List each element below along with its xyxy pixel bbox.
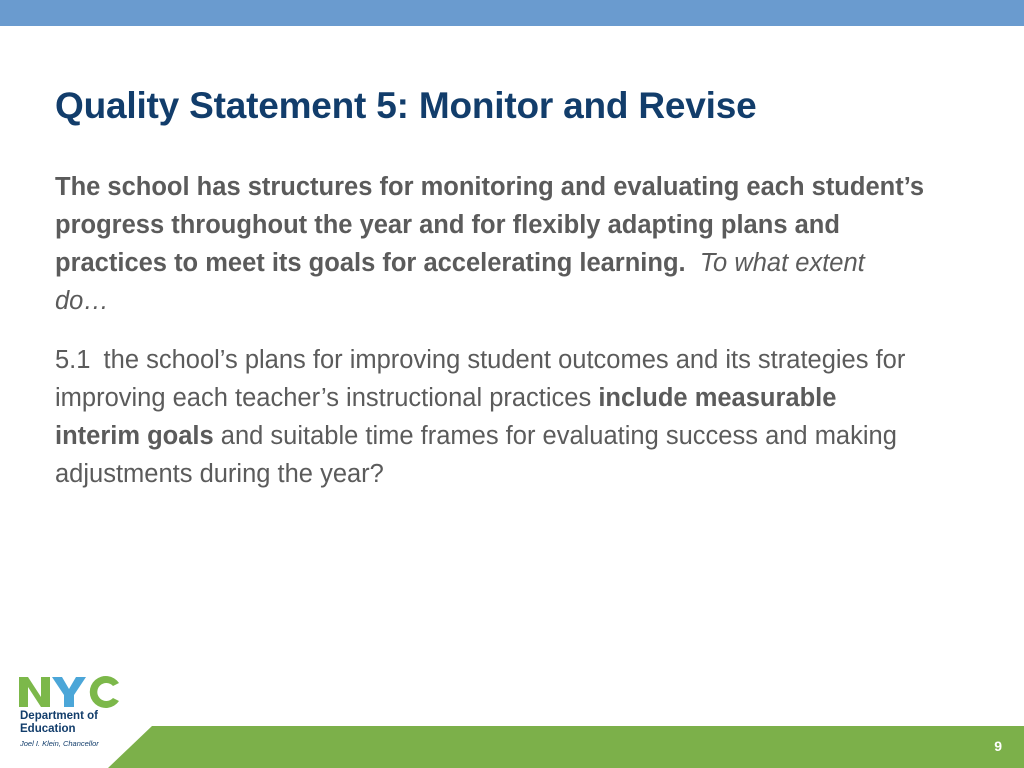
statement-italic-prompt: To what extent do… (55, 249, 865, 315)
logo-letter-c (90, 676, 119, 708)
indicator-text-part-2: and suitable time frames for evaluating success and making adjustments during the year? (55, 422, 897, 488)
logo-letter-y (52, 677, 86, 707)
quality-statement-text (55, 168, 925, 320)
slide-title: Quality Statement 5: Monitor and Revise (55, 85, 757, 126)
indicator-5-1 (55, 341, 925, 493)
footer-bar (0, 726, 1024, 768)
statement-bold-text: The school has structures for monitoring and evaluating each student’s progress throughout the year and for flexibly adapting plans and practices to meet its goals for accelerating learning. (55, 173, 925, 277)
page-number: 9 (994, 738, 1002, 754)
indicator-bold-text: include measurable interim goals (55, 384, 837, 450)
indicator-text-part-1: the school’s plans for improving student outcomes and its strategies for improving each teacher’s instructional practices (55, 346, 906, 412)
logo-dept-line-2: Education (20, 723, 76, 735)
logo-dept-line-1: Department of (20, 710, 98, 722)
top-accent-bar (0, 0, 1024, 26)
indicator-number: 5.1 (55, 346, 91, 374)
logo-chancellor: Joel I. Klein, Chancellor (20, 739, 99, 748)
logo-letter-n (19, 677, 50, 707)
